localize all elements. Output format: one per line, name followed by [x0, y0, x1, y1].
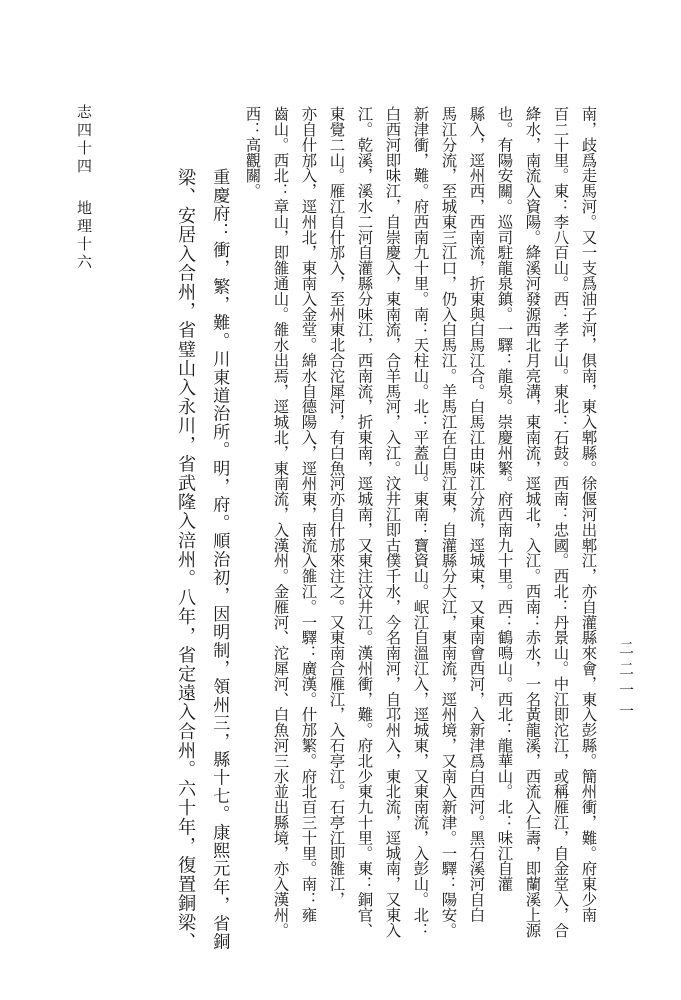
text-column-7: 新津衝，難。府西南九十里。南：天柱山。北：平蓋山。東南：寶資山。岷江自溫江入，逕城東，又東南流，入彭山。北： [411, 106, 430, 938]
page-number: 二二一一 [617, 640, 635, 724]
running-header-volume: 志四十四 [75, 104, 93, 176]
text-column-12: 齒山。西北：章山，即雒通山。雒水出焉，逕城北，東南流，入漢州。金雁河、沱犀河、白魚河三水並出縣境，亦入漢州。 [271, 106, 290, 938]
text-column-1: 南，歧爲走馬河。又一支爲油子河，俱南，東入郫縣。徐偃河出郫江，亦自灌縣來會，東入彭縣。簡州衝，難。府東少南 [579, 106, 598, 923]
text-column-9: 江。乾溪，溪水二河自灌縣分味江，西南流，折東南，逕城南，又東注汶井江。漢州衝，難。府北少東九十里。東：銅官、 [355, 106, 374, 938]
prefecture-heading-column-1: 重慶府：衝，繁，難。川東道治所。明，府。順治初，因明制，領州三，縣十七。康熙元年，省銅 [209, 168, 230, 951]
text-column-3: 絳水，南流入資陽。絳溪河發源西北月亮溝，東南流，逕城北，入江。西南：赤水，一名黃龍溪，西流入仁壽，即蘭溪上源 [523, 106, 542, 938]
text-column-2: 百二十里。東：李八百山。西：孝子山。東北：石鼓。西南：忠國。西北：丹景山。中江即沱江，或稱雁江，自金堂入，合 [551, 106, 570, 938]
text-column-6: 馬江分流，至城東三江口，仍入白馬江。羊馬江在白馬江東，自灌縣分大江，東南流，逕州境，又南入新津。一驛：陽安。 [439, 106, 458, 938]
text-column-10: 東覺二山。雁江自什邡入，至州東北合沱犀河，有白魚河亦自什邡來注之。又東南合雁江，入石亭江。石亭江即雒江， [327, 106, 346, 907]
text-column-13: 西：高觀關。 [243, 106, 262, 199]
prefecture-heading-column-2: 梁、安居入合州，省璧山入永川，省武隆入涪州。八年，省定遠入合州。六十年，復置銅梁、 [175, 168, 197, 952]
text-column-4: 也。有陽安關。巡司駐龍泉鎮。一驛：龍泉。崇慶州繁。府西南九十里。西：鶴鳴山。西北：龍華山。北：味江自灌 [495, 106, 514, 892]
text-column-5: 縣入，逕州西，西南流，折東與白馬江合。白馬江由味江分流，逕城東，又東南會西河，入新津爲白西河。黑石溪河自白 [467, 106, 486, 923]
text-column-8: 白西河即味江，自崇慶入，東南流，合羊馬河，入江。汶井江即古僕千水，今名南河，自邛州入，東北流，逕城南，又東入 [383, 106, 402, 938]
text-column-11: 亦自什邡入，逕州北，東南入金堂。綿水自德陽入，逕州東，南流入雒江。一驛：廣漢。什邡繁。府北百三十里。南：雍 [299, 106, 318, 923]
running-header-section: 地理十六 [75, 200, 93, 272]
